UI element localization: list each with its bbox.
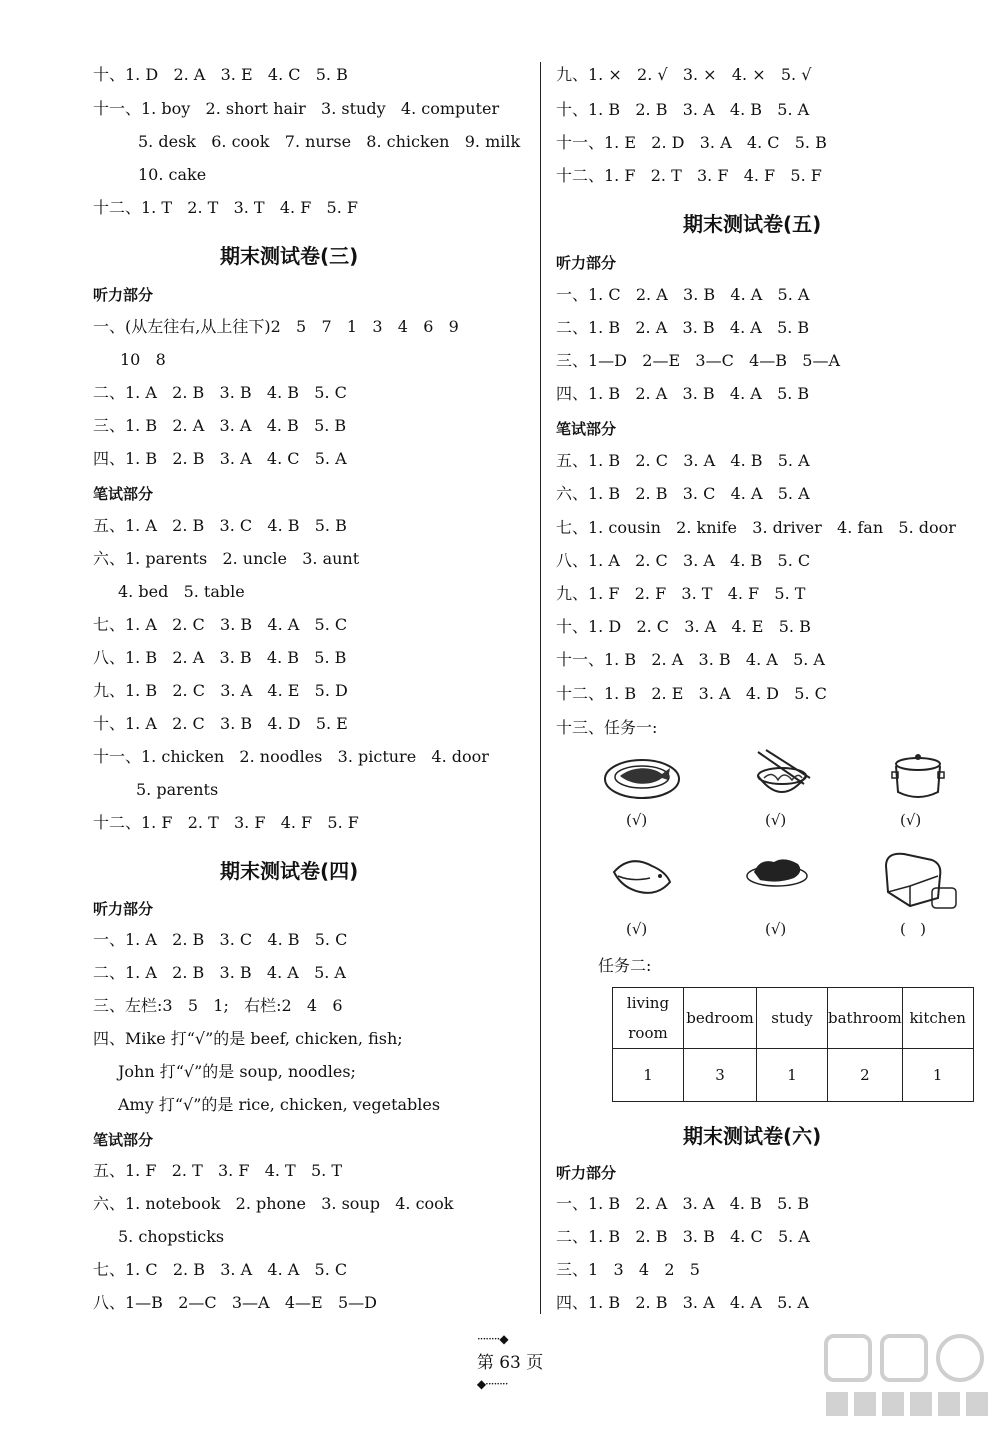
answer-line: 四、Mike 打“√”的是 beef, chicken, fish; [93, 1029, 403, 1048]
answer-line: 4. bed 5. table [118, 582, 245, 601]
exam4-title: 期末测试卷(四) [220, 859, 359, 883]
answer-line: 九、1. B 2. C 3. A 4. E 5. D [93, 681, 348, 700]
answer-line: 十、1. B 2. B 3. A 4. B 5. A [556, 100, 810, 119]
footer-ornament-left: ········◆ [476, 1332, 508, 1346]
table-cell: 1 [613, 1049, 684, 1102]
answer-line: 二、1. B 2. A 3. B 4. A 5. B [556, 318, 810, 337]
answer-line: 八、1. A 2. C 3. A 4. B 5. C [556, 551, 811, 570]
task1-mark: (√) [765, 920, 787, 938]
answer-line: 十一、1. chicken 2. noodles 3. picture 4. door [93, 747, 489, 766]
watermark-logo [820, 1330, 992, 1422]
table-cell: 1 [902, 1049, 973, 1102]
answer-line: 六、1. parents 2. uncle 3. aunt [93, 549, 360, 568]
answer-line: 五、1. F 2. T 3. F 4. T 5. T [93, 1161, 343, 1180]
answer-line: 七、1. cousin 2. knife 3. driver 4. fan 5. door [556, 518, 956, 537]
task1-mark: (√) [765, 811, 787, 829]
answer-line: 一、1. C 2. A 3. B 4. A 5. A [556, 285, 810, 304]
answer-line: 三、1—D 2—E 3—C 4—B 5—A [556, 351, 840, 370]
soup-pot-icon [890, 752, 946, 802]
answer-line: 十一、1. E 2. D 3. A 4. C 5. B [556, 133, 827, 152]
table-header: kitchen [902, 988, 973, 1049]
answer-line: 九、1. F 2. F 3. T 4. F 5. T [556, 584, 806, 603]
task2-label: 任务二: [598, 956, 652, 975]
footer-ornament-right: ◆········ [476, 1377, 508, 1391]
answer-line: 十二、1. T 2. T 3. T 4. F 5. F [93, 198, 359, 217]
fish-icon [610, 852, 674, 898]
answer-line: 九、1. × 2. √ 3. × 4. × 5. √ [556, 65, 812, 84]
answer-line: 一、1. B 2. A 3. A 4. B 5. B [556, 1194, 810, 1213]
answer-line: 四、1. B 2. B 3. A 4. C 5. A [93, 449, 347, 468]
answer-line: 三、1 3 4 2 5 [556, 1260, 700, 1279]
column-divider [540, 62, 541, 1314]
answer-line: 十一、1. B 2. A 3. B 4. A 5. A [556, 650, 825, 669]
exam3-writing-heading: 笔试部分 [93, 485, 154, 503]
table-cell: 3 [684, 1049, 757, 1102]
exam4-writing-heading: 笔试部分 [93, 1131, 154, 1149]
answer-line: 5. chopsticks [118, 1227, 225, 1246]
room-count-table [612, 987, 974, 1102]
exam3-title: 期末测试卷(三) [220, 244, 359, 268]
task1-mark: (√) [626, 811, 648, 829]
answer-line: 一、1. A 2. B 3. C 4. B 5. C [93, 930, 348, 949]
answer-line: 八、1—B 2—C 3—A 4—E 5—D [93, 1293, 377, 1312]
exam5-title: 期末测试卷(五) [683, 212, 822, 236]
answer-line: 七、1. C 2. B 3. A 4. A 5. C [93, 1260, 348, 1279]
answer-line: 5. desk 6. cook 7. nurse 8. chicken 9. milk [138, 132, 521, 151]
beef-plate-icon [744, 852, 810, 890]
bread-icon [880, 846, 960, 916]
table-cell: 1 [757, 1049, 828, 1102]
answer-line: 十二、1. B 2. E 3. A 4. D 5. C [556, 684, 827, 703]
page-number: 第 63 页 [476, 1353, 544, 1373]
exam6-listening-heading: 听力部分 [556, 1164, 617, 1182]
answer-line: 六、1. B 2. B 3. C 4. A 5. A [556, 484, 810, 503]
answer-line: 二、1. B 2. B 3. B 4. C 5. A [556, 1227, 810, 1246]
answer-line: 10. cake [138, 165, 207, 184]
answer-line: Amy 打“√”的是 rice, chicken, vegetables [118, 1095, 441, 1114]
task1-label: 十三、任务一: [556, 718, 658, 737]
task1-mark: (√) [900, 811, 922, 829]
answer-line: 五、1. A 2. B 3. C 4. B 5. B [93, 516, 347, 535]
table-header: living room [613, 988, 684, 1049]
exam3-listening-heading: 听力部分 [93, 286, 154, 304]
answer-line: 十、1. D 2. C 3. A 4. E 5. B [556, 617, 811, 636]
table-header: bathroom [828, 988, 903, 1049]
answer-line: John 打“√”的是 soup, noodles; [118, 1062, 356, 1081]
table-header: study [757, 988, 828, 1049]
fish-plate-icon [602, 752, 682, 802]
exam6-title: 期末测试卷(六) [683, 1124, 822, 1148]
answer-line: 七、1. A 2. C 3. B 4. A 5. C [93, 615, 348, 634]
answer-line: 四、1. B 2. B 3. A 4. A 5. A [556, 1293, 809, 1312]
answer-line: 五、1. B 2. C 3. A 4. B 5. A [556, 451, 810, 470]
answer-line: 十、1. A 2. C 3. B 4. D 5. E [93, 714, 348, 733]
task1-mark: (√) [626, 920, 648, 938]
answer-line: 四、1. B 2. A 3. B 4. A 5. B [556, 384, 810, 403]
answer-line: 二、1. A 2. B 3. B 4. A 5. A [93, 963, 346, 982]
table-header: bedroom [684, 988, 757, 1049]
page-footer [466, 1308, 543, 1393]
answer-line: 三、左栏:3 5 1; 右栏:2 4 6 [93, 996, 343, 1015]
table-cell: 2 [828, 1049, 903, 1102]
answer-line: 十、1. D 2. A 3. E 4. C 5. B [93, 65, 348, 84]
answer-line: 一、(从左往右,从上往下)2 5 7 1 3 4 6 9 [93, 317, 459, 336]
answer-line: 二、1. A 2. B 3. B 4. B 5. C [93, 383, 347, 402]
task1-mark: ( ) [900, 920, 927, 938]
exam5-listening-heading: 听力部分 [556, 254, 617, 272]
answer-line: 10 8 [120, 350, 166, 369]
exam5-writing-heading: 笔试部分 [556, 420, 617, 438]
answer-line: 5. parents [136, 780, 219, 799]
answer-line: 十一、1. boy 2. short hair 3. study 4. computer [93, 99, 500, 118]
answer-line: 八、1. B 2. A 3. B 4. B 5. B [93, 648, 347, 667]
answer-line: 十二、1. F 2. T 3. F 4. F 5. F [556, 166, 822, 185]
answer-line: 三、1. B 2. A 3. A 4. B 5. B [93, 416, 347, 435]
noodles-bowl-icon [752, 748, 814, 803]
answer-line: 六、1. notebook 2. phone 3. soup 4. cook [93, 1194, 454, 1213]
answer-line: 十二、1. F 2. T 3. F 4. F 5. F [93, 813, 359, 832]
exam4-listening-heading: 听力部分 [93, 900, 154, 918]
